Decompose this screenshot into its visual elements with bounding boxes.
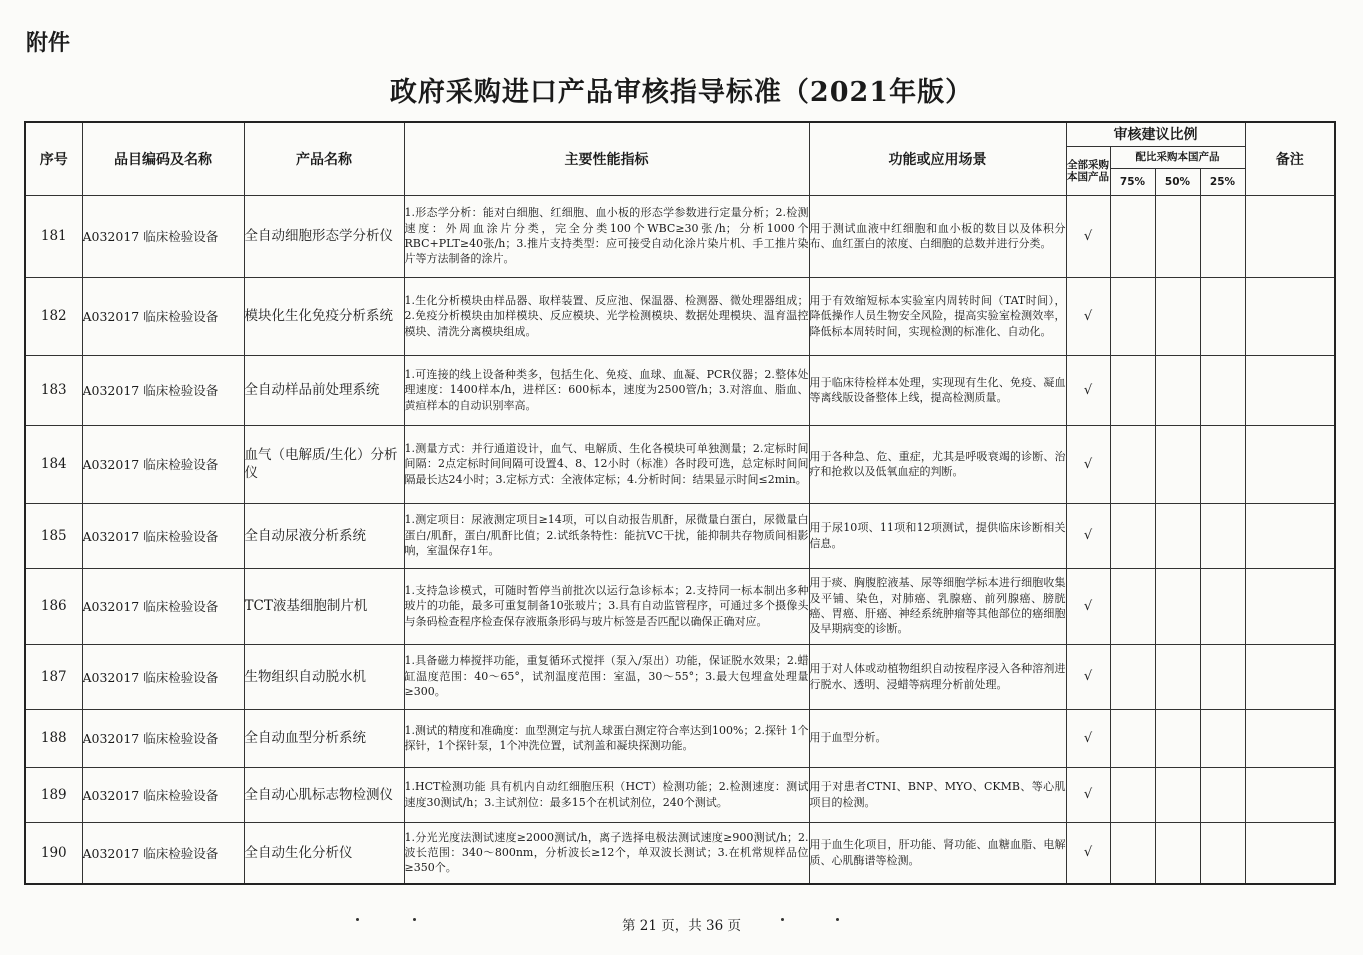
row-full-domestic-check: √ xyxy=(1066,644,1110,709)
row-spec: 1.具备磁力棒搅拌功能，重复循环式搅拌（泵入/泵出）功能，保证脱水效果；2.蜡缸温度范围：40～65°，试剂温度范围：室温，30～55°；3.最大包埋盒处理量≥300。 xyxy=(404,644,809,709)
row-number: 185 xyxy=(25,503,82,568)
row-remark-cell xyxy=(1245,425,1335,503)
header-usage: 功能或应用场景 xyxy=(809,122,1066,195)
row-50-cell xyxy=(1155,503,1200,568)
row-category-code: A032017 临床检验设备 xyxy=(82,503,244,568)
row-category-code: A032017 临床检验设备 xyxy=(82,425,244,503)
row-75-cell xyxy=(1110,355,1155,425)
row-remark-cell xyxy=(1245,822,1335,884)
row-25-cell xyxy=(1200,822,1245,884)
row-50-cell xyxy=(1155,355,1200,425)
row-number: 183 xyxy=(25,355,82,425)
row-product-name: TCT液基细胞制片机 xyxy=(244,568,404,644)
row-75-cell xyxy=(1110,503,1155,568)
row-remark-cell xyxy=(1245,195,1335,277)
row-spec: 1.测试的精度和准确度：血型测定与抗人球蛋白测定符合率达到100%；2.探针 1个探针，1个探针泵，1个冲洗位置，试剂盖和凝块探测功能。 xyxy=(404,709,809,767)
row-product-name: 全自动尿液分析系统 xyxy=(244,503,404,568)
row-75-cell xyxy=(1110,767,1155,822)
row-spec: 1.测量方式：并行通道设计，血气、电解质、生化各模块可单独测量；2.定标时间间隔：2点定标时间间隔可设置4、8、12小时（标准）各时段可选，总定标时间间隔最长达24小时；3.定标方式：全液体定标；4.分析时间：结果显示时间≤2min。 xyxy=(404,425,809,503)
row-50-cell xyxy=(1155,195,1200,277)
row-75-cell xyxy=(1110,709,1155,767)
header-75: 75% xyxy=(1110,168,1155,195)
page-footer: 第 21 页，共 36 页 xyxy=(621,918,742,934)
header-no: 序号 xyxy=(25,122,82,195)
row-full-domestic-check: √ xyxy=(1066,767,1110,822)
row-spec: 1.分光光度法测试速度≥2000测试/h，离子选择电极法测试速度≥900测试/h；2.波长范围：340～800nm，分析波长≥12个，单双波长测试；3.在机常规样品位≥350个。 xyxy=(404,822,809,884)
row-usage: 用于血型分析。 xyxy=(809,709,1066,767)
row-full-domestic-check: √ xyxy=(1066,568,1110,644)
row-50-cell xyxy=(1155,767,1200,822)
header-25: 25% xyxy=(1200,168,1245,195)
row-product-name: 全自动细胞形态学分析仪 xyxy=(244,195,404,277)
standards-table xyxy=(24,121,1336,885)
row-50-cell xyxy=(1155,709,1200,767)
attachment-label: 附件 xyxy=(26,31,71,56)
row-full-domestic-check: √ xyxy=(1066,425,1110,503)
table-row xyxy=(25,709,1335,767)
table-row xyxy=(25,503,1335,568)
row-remark-cell xyxy=(1245,568,1335,644)
row-50-cell xyxy=(1155,644,1200,709)
header-full-domestic: 全部采购本国产品 xyxy=(1066,146,1110,195)
row-remark-cell xyxy=(1245,767,1335,822)
row-category-code: A032017 临床检验设备 xyxy=(82,644,244,709)
table-row xyxy=(25,355,1335,425)
row-product-name: 生物组织自动脱水机 xyxy=(244,644,404,709)
row-number: 187 xyxy=(25,644,82,709)
row-usage: 用于尿10项、11项和12项测试，提供临床诊断相关信息。 xyxy=(809,503,1066,568)
row-category-code: A032017 临床检验设备 xyxy=(82,277,244,355)
row-25-cell xyxy=(1200,709,1245,767)
header-spec: 主要性能指标 xyxy=(404,122,809,195)
row-25-cell xyxy=(1200,503,1245,568)
row-product-name: 全自动生化分析仪 xyxy=(244,822,404,884)
row-spec: 1.可连接的线上设备种类多，包括生化、免疫、血球、血凝、PCR仪器；2.整体处理速度：1400样本/h，进样区：600标本，速度为2500管/h；3.对溶血、脂血、黄疸样本的自动识别率高。 xyxy=(404,355,809,425)
row-usage: 用于痰、胸腹腔液基、尿等细胞学标本进行细胞收集及平铺、染色，对肺癌、乳腺癌、前列腺癌、膀胱癌、胃癌、肝癌、神经系统肿瘤等其他部位的癌细胞及早期病变的诊断。 xyxy=(809,568,1066,644)
row-75-cell xyxy=(1110,195,1155,277)
row-usage: 用于对人体或动植物组织自动按程序浸入各种溶剂进行脱水、透明、浸蜡等病理分析前处理。 xyxy=(809,644,1066,709)
footer-dot xyxy=(781,918,784,921)
row-category-code: A032017 临床检验设备 xyxy=(82,355,244,425)
row-25-cell xyxy=(1200,425,1245,503)
table-row xyxy=(25,277,1335,355)
row-usage: 用于各种急、危、重症，尤其是呼吸衰竭的诊断、治疗和抢救以及低氧血症的判断。 xyxy=(809,425,1066,503)
row-25-cell xyxy=(1200,767,1245,822)
header-code: 品目编码及名称 xyxy=(82,122,244,195)
footer-dot xyxy=(836,918,839,921)
row-usage: 用于血生化项目，肝功能、肾功能、血糖血脂、电解质、心肌酶谱等检测。 xyxy=(809,822,1066,884)
row-75-cell xyxy=(1110,822,1155,884)
row-number: 184 xyxy=(25,425,82,503)
row-75-cell xyxy=(1110,277,1155,355)
header-product: 产品名称 xyxy=(244,122,404,195)
table-row xyxy=(25,195,1335,277)
row-number: 181 xyxy=(25,195,82,277)
table-row xyxy=(25,644,1335,709)
row-remark-cell xyxy=(1245,503,1335,568)
row-number: 189 xyxy=(25,767,82,822)
row-usage: 用于对患者CTNI、BNP、MYO、CKMB、等心肌项目的检测。 xyxy=(809,767,1066,822)
row-spec: 1.形态学分析：能对白细胞、红细胞、血小板的形态学参数进行定量分析；2.检测速度：外周血涂片分类，完全分类100个WBC≥30张/h；分析1000个RBC+PLT≥40张/h；3.推片支持类型：应可接受自动化涂片染片机、手工推片染片等方法制备的涂片。 xyxy=(404,195,809,277)
row-25-cell xyxy=(1200,195,1245,277)
row-category-code: A032017 临床检验设备 xyxy=(82,195,244,277)
row-product-name: 全自动心肌标志物检测仪 xyxy=(244,767,404,822)
row-spec: 1.支持急诊模式，可随时暂停当前批次以运行急诊标本；2.支持同一标本制出多种玻片的功能，最多可重复制备10张玻片；3.具有自动监管程序，可通过多个摄像头与条码检查程序检查保存液瓶条形码与玻片标签是否匹配以确保正确对应。 xyxy=(404,568,809,644)
row-50-cell xyxy=(1155,822,1200,884)
row-25-cell xyxy=(1200,644,1245,709)
row-product-name: 全自动样品前处理系统 xyxy=(244,355,404,425)
table-row xyxy=(25,822,1335,884)
row-usage: 用于临床待检样本处理，实现现有生化、免疫、凝血等离线版设备整体上线，提高检测质量。 xyxy=(809,355,1066,425)
header-50: 50% xyxy=(1155,168,1200,195)
row-category-code: A032017 临床检验设备 xyxy=(82,767,244,822)
table-row xyxy=(25,767,1335,822)
header-ratio-group: 审核建议比例 xyxy=(1066,122,1245,146)
row-category-code: A032017 临床检验设备 xyxy=(82,568,244,644)
row-full-domestic-check: √ xyxy=(1066,277,1110,355)
header-partial-group: 配比采购本国产品 xyxy=(1110,146,1245,168)
row-25-cell xyxy=(1200,277,1245,355)
row-usage: 用于有效缩短标本实验室内周转时间（TAT时间），降低操作人员生物安全风险，提高实验室检测效率，降低标本周转时间，实现检测的标准化、自动化。 xyxy=(809,277,1066,355)
row-75-cell xyxy=(1110,425,1155,503)
row-remark-cell xyxy=(1245,277,1335,355)
row-remark-cell xyxy=(1245,644,1335,709)
row-50-cell xyxy=(1155,277,1200,355)
row-25-cell xyxy=(1200,568,1245,644)
row-product-name: 全自动血型分析系统 xyxy=(244,709,404,767)
row-full-domestic-check: √ xyxy=(1066,503,1110,568)
row-25-cell xyxy=(1200,355,1245,425)
row-product-name: 血气（电解质/生化）分析仪 xyxy=(244,425,404,503)
row-category-code: A032017 临床检验设备 xyxy=(82,822,244,884)
row-product-name: 模块化生化免疫分析系统 xyxy=(244,277,404,355)
row-number: 188 xyxy=(25,709,82,767)
row-50-cell xyxy=(1155,425,1200,503)
table-row xyxy=(25,425,1335,503)
document-title: 政府采购进口产品审核指导标准（2021年版） xyxy=(389,77,974,108)
row-spec: 1.生化分析模块由样品器、取样装置、反应池、保温器、检测器、微处理器组成；2.免疫分析模块由加样模块、反应模块、光学检测模块、数据处理模块、温育温控模块、清洗分离模块组成。 xyxy=(404,277,809,355)
row-remark-cell xyxy=(1245,355,1335,425)
row-spec: 1.测定项目：尿液测定项目≥14项，可以自动报告肌酐，尿微量白蛋白，尿微量白蛋白/肌酐，蛋白/肌酐比值；2.试纸条特性：能抗VC干扰，能抑制共存物质间相影响，室温保存1年。 xyxy=(404,503,809,568)
row-full-domestic-check: √ xyxy=(1066,822,1110,884)
row-number: 186 xyxy=(25,568,82,644)
row-spec: 1.HCT检测功能 具有机内自动红细胞压积（HCT）检测功能；2.检测速度：测试速度30测试/h；3.主试剂位：最多15个在机试剂位，240个测试。 xyxy=(404,767,809,822)
row-75-cell xyxy=(1110,568,1155,644)
row-category-code: A032017 临床检验设备 xyxy=(82,709,244,767)
table-row xyxy=(25,568,1335,644)
row-number: 182 xyxy=(25,277,82,355)
row-full-domestic-check: √ xyxy=(1066,709,1110,767)
row-75-cell xyxy=(1110,644,1155,709)
row-usage: 用于测试血液中红细胞和血小板的数目以及体积分布、血红蛋白的浓度、白细胞的总数并进行分类。 xyxy=(809,195,1066,277)
row-full-domestic-check: √ xyxy=(1066,355,1110,425)
row-50-cell xyxy=(1155,568,1200,644)
row-full-domestic-check: √ xyxy=(1066,195,1110,277)
header-remark: 备注 xyxy=(1245,122,1335,195)
row-remark-cell xyxy=(1245,709,1335,767)
row-number: 190 xyxy=(25,822,82,884)
